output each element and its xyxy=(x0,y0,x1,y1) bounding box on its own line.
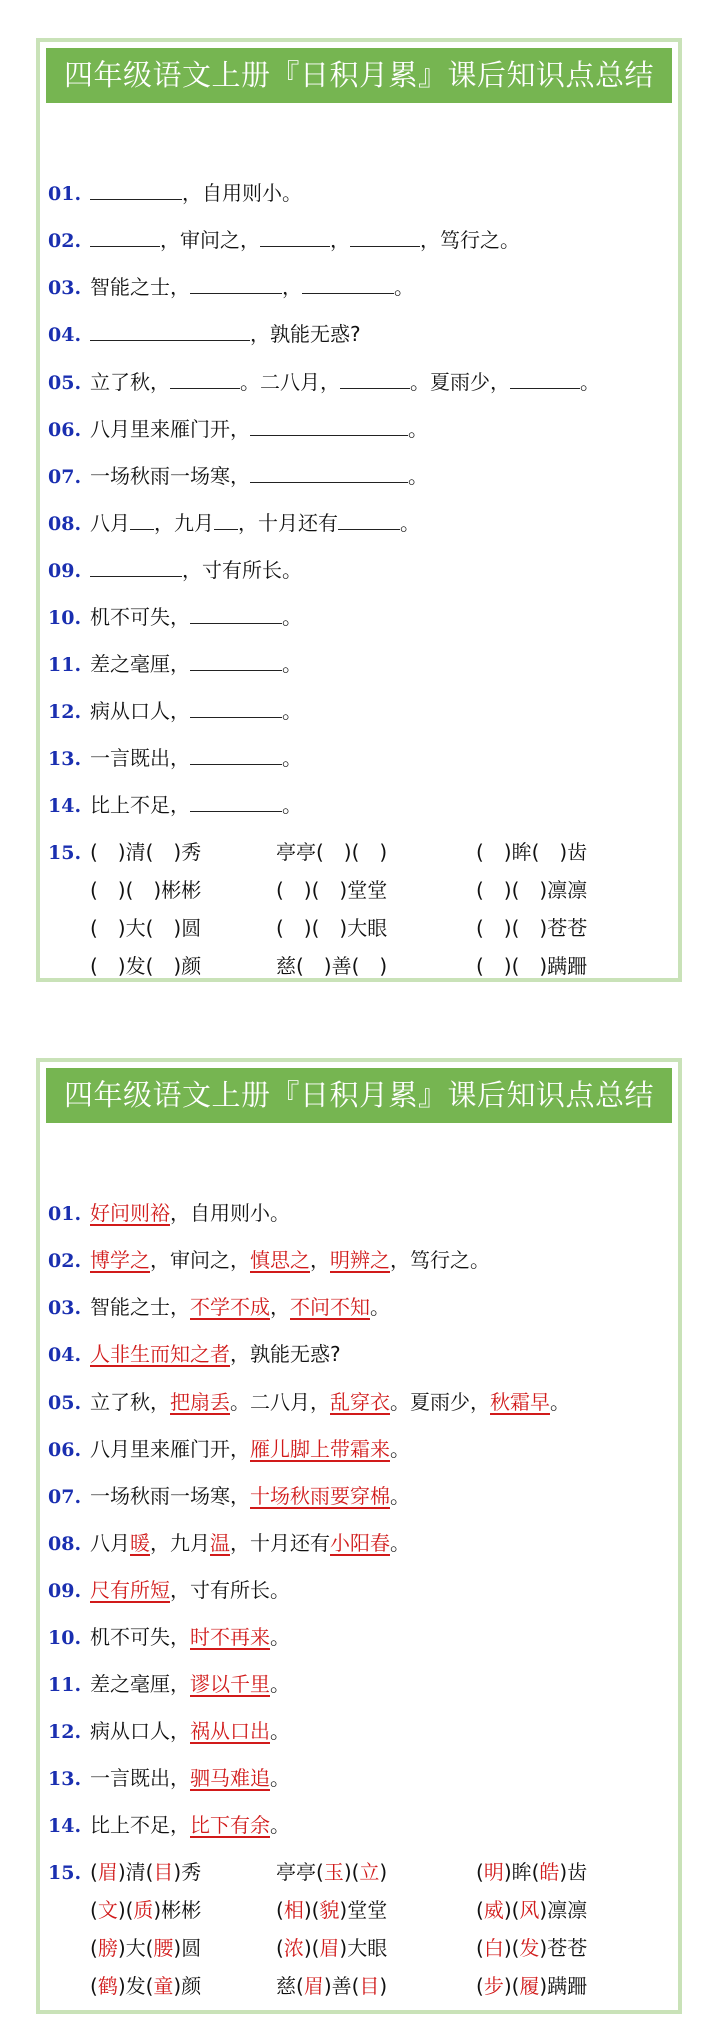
idiom-fill: 步 xyxy=(483,1974,504,1998)
blank[interactable] xyxy=(130,507,154,530)
blank[interactable] xyxy=(214,507,238,530)
answer-13: 13. 一言既出，驷马难追。 xyxy=(48,1766,290,1790)
blank[interactable] xyxy=(190,695,282,718)
idiom-answer xyxy=(90,1856,201,1888)
answer-11: 11. 差之毫厘，谬以千里。 xyxy=(48,1672,290,1696)
idiom-answer xyxy=(476,1856,587,1888)
idiom-text: ( xyxy=(476,1936,484,1960)
idiom-text: )( xyxy=(503,1974,520,1998)
blank[interactable] xyxy=(302,271,394,294)
item-04: 04. ，孰能无惑? xyxy=(48,318,361,350)
idiom-text: )堂堂 xyxy=(339,1898,388,1922)
idiom-fill: 目 xyxy=(153,1860,174,1884)
idiom-text: ( xyxy=(276,1936,284,1960)
idiom-text: )蹒跚 xyxy=(539,1974,588,1998)
idiom-answer xyxy=(90,1970,201,2002)
idiom-text: 亭亭( xyxy=(276,1860,324,1884)
answer-07: 07. 一场秋雨一场寒，十场秋雨要穿棉。 xyxy=(48,1484,410,1508)
blank[interactable] xyxy=(190,601,282,624)
card-title: 四年级语文上册『日积月累』课后知识点总结 xyxy=(46,1068,672,1123)
item-02: 02. ，审问之， ， ，笃行之。 xyxy=(48,224,520,256)
answer-12: 12. 病从口人，祸从口出。 xyxy=(48,1719,290,1743)
blank[interactable] xyxy=(190,789,282,812)
idiom-text: )善( xyxy=(323,1974,360,1998)
idiom-text: )发( xyxy=(117,1974,154,1998)
idiom-text: ) xyxy=(379,1860,388,1884)
answer-15: 15. xyxy=(48,1862,82,1884)
idiom-fill: 眉 xyxy=(97,1860,118,1884)
idiom-answer xyxy=(476,1894,587,1926)
idiom-fill: 履 xyxy=(519,1974,540,1998)
idiom-fill: 眉 xyxy=(303,1974,324,1998)
idiom-fill: 风 xyxy=(519,1898,540,1922)
blank[interactable] xyxy=(190,271,282,294)
idiom-fill: 鹤 xyxy=(97,1974,118,1998)
idiom-blank: ( )大( )圆 xyxy=(90,916,202,940)
answer-01: 01. 好问则裕，自用则小。 xyxy=(48,1201,290,1225)
answer-03: 03. 智能之士，不学不成，不问不知。 xyxy=(48,1295,390,1319)
answer-09: 09. 尺有所短，寸有所长。 xyxy=(48,1578,290,1602)
idiom-text: ( xyxy=(90,1974,98,1998)
idiom-text: )秀 xyxy=(173,1860,202,1884)
idiom-text: ( xyxy=(90,1936,98,1960)
blank[interactable] xyxy=(250,460,408,483)
item-12: 12. 病从口人， 。 xyxy=(48,695,302,727)
idiom-blank: ( )( )苍苍 xyxy=(476,916,588,940)
answer-10: 10. 机不可失，时不再来。 xyxy=(48,1625,290,1649)
item-07: 07. 一场秋雨一场寒， 。 xyxy=(48,460,428,492)
idiom-text: )齿 xyxy=(559,1860,588,1884)
answer-08: 08. 八月暖，九月温，十月还有小阳春。 xyxy=(48,1531,410,1555)
idiom-blank: ( )( )大眼 xyxy=(276,916,388,940)
answer-02: 02. 博学之，审问之，慎思之，明辨之，笃行之。 xyxy=(48,1248,490,1272)
idiom-text: )( xyxy=(303,1936,320,1960)
idiom-blank: 亭亭( )( ) xyxy=(276,840,388,864)
answer-card xyxy=(36,1058,682,2014)
idiom-answer xyxy=(276,1970,387,2002)
idiom-answer xyxy=(476,1970,587,2002)
blank[interactable] xyxy=(170,366,240,389)
answer-05: 05. 立了秋，把扇丢。二八月，乱穿衣。夏雨少，秋霜早。 xyxy=(48,1390,570,1414)
item-06: 06. 八月里来雁门开， 。 xyxy=(48,413,428,445)
idiom-blank: ( )( )堂堂 xyxy=(276,878,388,902)
idiom-text: )眸( xyxy=(503,1860,540,1884)
idiom-fill: 相 xyxy=(283,1898,304,1922)
item-05: 05. 立了秋， 。二八月， 。夏雨少， 。 xyxy=(48,366,600,398)
idiom-fill: 文 xyxy=(97,1898,118,1922)
idiom-fill: 膀 xyxy=(97,1936,118,1960)
blank[interactable] xyxy=(350,224,420,247)
idiom-fill: 皓 xyxy=(539,1860,560,1884)
idiom-text: )大眼 xyxy=(339,1936,388,1960)
answer-04: 04. 人非生而知之者，孰能无惑? xyxy=(48,1342,341,1366)
blank[interactable] xyxy=(340,366,410,389)
idiom-fill: 腰 xyxy=(153,1936,174,1960)
idiom-text: )( xyxy=(503,1898,520,1922)
idiom-text: )苍苍 xyxy=(539,1936,588,1960)
blank[interactable] xyxy=(338,507,400,530)
idiom-fill: 貌 xyxy=(319,1898,340,1922)
idiom-text: 慈( xyxy=(276,1974,304,1998)
idiom-fill: 质 xyxy=(133,1898,154,1922)
item-11: 11. 差之毫厘， 。 xyxy=(48,648,302,680)
idiom-text: ( xyxy=(90,1898,98,1922)
idiom-fill: 童 xyxy=(153,1974,174,1998)
blank[interactable] xyxy=(260,224,330,247)
idiom-fill: 玉 xyxy=(323,1860,344,1884)
idiom-text: )( xyxy=(117,1898,134,1922)
idiom-fill: 白 xyxy=(483,1936,504,1960)
idiom-text: )( xyxy=(343,1860,360,1884)
idiom-answer xyxy=(276,1894,387,1926)
item-08: 08. 八月 ，九月 ，十月还有 。 xyxy=(48,507,420,539)
idiom-answer xyxy=(90,1932,201,1964)
item-10: 10. 机不可失， 。 xyxy=(48,601,302,633)
idiom-text: ( xyxy=(276,1898,284,1922)
item-01: 01. ，自用则小。 xyxy=(48,177,302,209)
idiom-text: ( xyxy=(476,1974,484,1998)
idiom-blank: ( )清( )秀 xyxy=(90,840,202,864)
blank[interactable] xyxy=(90,177,182,200)
idiom-text: )彬彬 xyxy=(153,1898,202,1922)
blank[interactable] xyxy=(190,648,282,671)
blank[interactable] xyxy=(190,742,282,765)
idiom-blank: ( )( )蹒跚 xyxy=(476,954,588,978)
blank[interactable] xyxy=(90,554,182,577)
item-09: 09. ，寸有所长。 xyxy=(48,554,302,586)
idiom-fill: 浓 xyxy=(283,1936,304,1960)
idiom-text: ( xyxy=(90,1860,98,1884)
idiom-text: )大( xyxy=(117,1936,154,1960)
idiom-fill: 立 xyxy=(359,1860,380,1884)
exercise-card xyxy=(36,38,682,982)
idiom-fill: 眉 xyxy=(319,1936,340,1960)
idiom-answer xyxy=(276,1856,387,1888)
answer-06: 06. 八月里来雁门开，雁儿脚上带霜来。 xyxy=(48,1437,410,1461)
idiom-text: )清( xyxy=(117,1860,154,1884)
idiom-text: ( xyxy=(476,1860,484,1884)
idiom-fill: 目 xyxy=(359,1974,380,1998)
item-13: 13. 一言既出， 。 xyxy=(48,742,302,774)
idiom-answer xyxy=(276,1932,387,1964)
idiom-fill: 发 xyxy=(519,1936,540,1960)
blank[interactable] xyxy=(90,318,250,341)
blank[interactable] xyxy=(510,366,580,389)
idiom-text: )( xyxy=(303,1898,320,1922)
idiom-blank: ( )( )彬彬 xyxy=(90,878,202,902)
idiom-blank: ( )( )凛凛 xyxy=(476,878,588,902)
card-title: 四年级语文上册『日积月累』课后知识点总结 xyxy=(46,48,672,103)
idiom-answer xyxy=(476,1932,587,1964)
idiom-text: )( xyxy=(503,1936,520,1960)
idiom-text: )圆 xyxy=(173,1936,202,1960)
idiom-answer xyxy=(90,1894,201,1926)
idiom-text: ( xyxy=(476,1898,484,1922)
blank[interactable] xyxy=(90,224,160,247)
idiom-blank: ( )发( )颜 xyxy=(90,954,202,978)
idiom-fill: 明 xyxy=(483,1860,504,1884)
idiom-text: )颜 xyxy=(173,1974,202,1998)
item-03: 03. 智能之士， ， 。 xyxy=(48,271,414,303)
idiom-text: )凛凛 xyxy=(539,1898,588,1922)
answer-14: 14. 比上不足，比下有余。 xyxy=(48,1813,290,1837)
item-15: 15. xyxy=(48,842,82,864)
idiom-blank: 慈( )善( ) xyxy=(276,954,388,978)
item-14: 14. 比上不足， 。 xyxy=(48,789,302,821)
idiom-blank: ( )眸( )齿 xyxy=(476,840,588,864)
blank[interactable] xyxy=(250,413,408,436)
idiom-text: ) xyxy=(379,1974,388,1998)
idiom-fill: 威 xyxy=(483,1898,504,1922)
